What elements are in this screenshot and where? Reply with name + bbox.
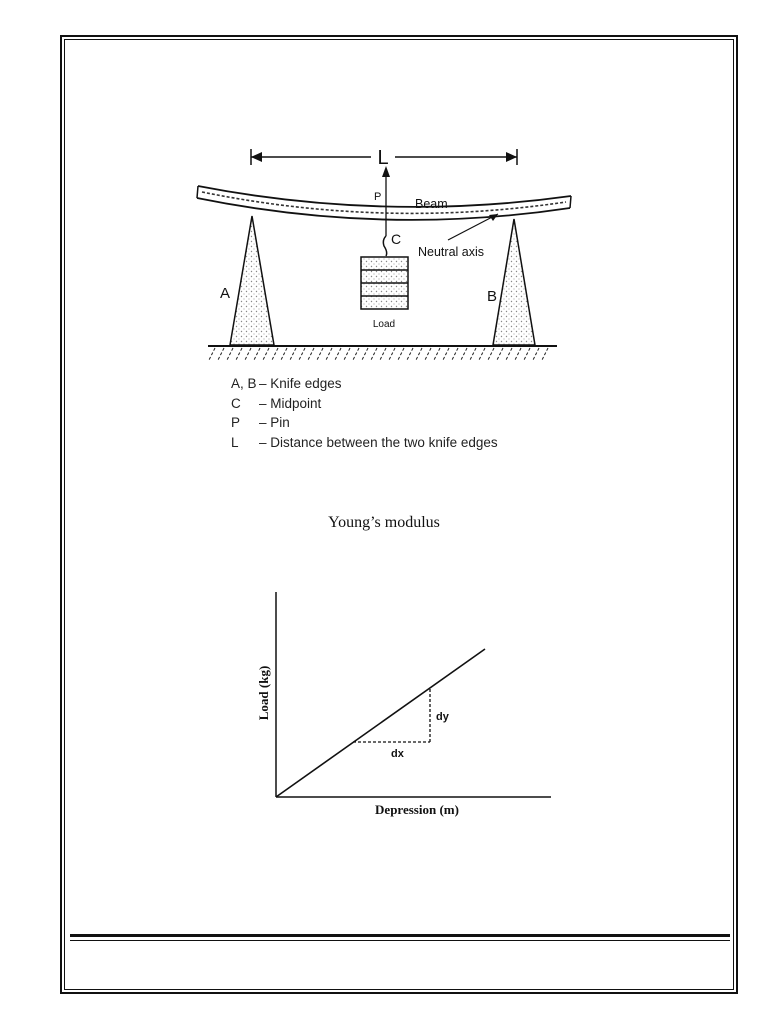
length-label: L <box>377 147 389 169</box>
pin-label: P <box>374 191 382 203</box>
knife-edge-a-label: A <box>220 285 231 302</box>
beam-label: Beam <box>415 197 448 211</box>
dx-label: dx <box>391 748 404 760</box>
midpoint-label: C <box>391 231 402 247</box>
legend-key: L <box>231 434 239 450</box>
neutral-axis-label: Neutral axis <box>418 245 484 259</box>
footer-rule <box>70 934 730 937</box>
legend-key: A, B <box>231 376 257 391</box>
legend-key: P <box>231 415 241 430</box>
legend-text: – Midpoint <box>259 395 322 411</box>
knife-edge-b-label: B <box>487 288 498 305</box>
legend-key: C <box>231 395 241 411</box>
legend-text: – Distance between the two knife edges <box>259 434 498 450</box>
y-axis-label: Load (kg) <box>256 665 271 721</box>
load-label: Load <box>372 319 396 330</box>
legend-text: – Pin <box>259 415 290 430</box>
legend-text: – Knife edges <box>259 376 342 391</box>
footer-rule-thin <box>70 940 730 941</box>
dy-label: dy <box>436 711 449 723</box>
load-line <box>276 649 485 797</box>
caption: Young’s modulus <box>328 514 440 531</box>
x-axis-label: Depression (m) <box>375 802 459 817</box>
